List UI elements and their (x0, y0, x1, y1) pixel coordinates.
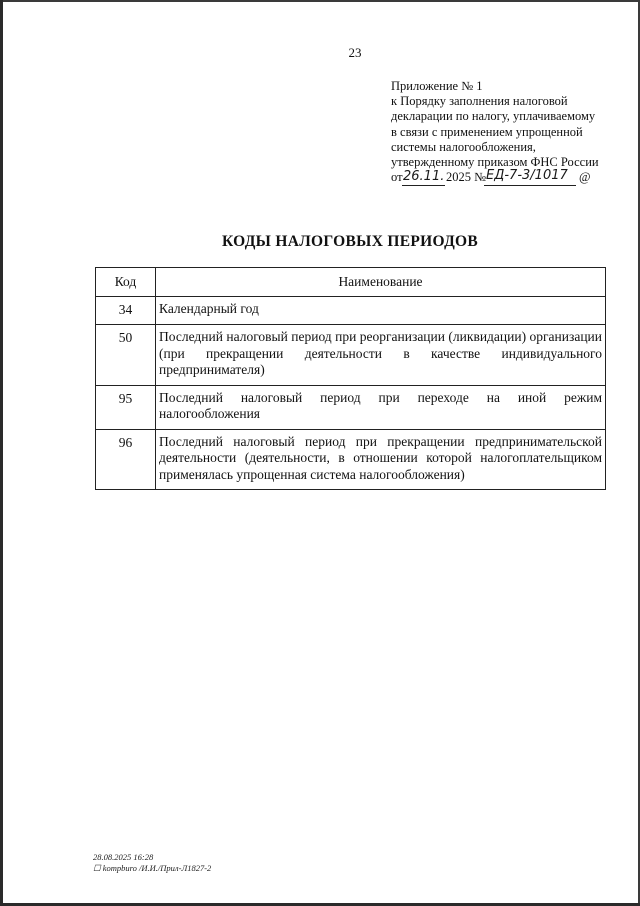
header-code: Код (96, 268, 156, 297)
handwritten-date: 26.11. (403, 169, 445, 185)
page-number: 23 (348, 45, 362, 60)
appendix-line: к Порядку заполнения налоговой (391, 94, 568, 109)
code-cell: 34 (96, 297, 156, 325)
page-border-top (0, 0, 640, 2)
name-cell: Последний налоговый период при переходе на иной режим налогообложения (156, 385, 606, 429)
table-row (96, 429, 606, 490)
table-row (96, 325, 606, 386)
name-cell: Последний налоговый период при прекращении предпринимательской деятельности (деятельности, в отношении которой налогоплательщиком применялась упрощенная система налогообложения) (156, 429, 606, 490)
approval-line (391, 170, 616, 187)
approval-suffix: @ (579, 170, 591, 185)
footer-timestamp: 28.08.2025 16:28 (93, 852, 154, 862)
document-footer (93, 852, 211, 874)
footer-checkbox-icon: ☐ (93, 863, 103, 873)
footer-file-path: kompburo /И.И./Прил-Л1827-2 (102, 863, 212, 873)
tax-period-codes-table (95, 267, 606, 490)
code-cell: 95 (96, 385, 156, 429)
handwritten-order-number: ЕД-7-3/1017 (486, 168, 568, 184)
table-header-row (96, 268, 606, 297)
appendix-header (391, 79, 616, 187)
number-underline (484, 185, 576, 186)
approval-year-number: 2025 № (446, 170, 487, 185)
document-title: КОДЫ НАЛОГОВЫХ ПЕРИОДОВ (221, 233, 479, 250)
code-cell: 96 (96, 429, 156, 490)
appendix-line: системы налогообложения, (391, 139, 536, 154)
header-name: Наименование (156, 268, 606, 297)
name-cell: Последний налоговый период при реорганизации (ликвидации) организации (при прекращении деятельности в качестве индивидуального предпринимателя) (156, 325, 606, 386)
name-cell: Календарный год (156, 297, 606, 325)
appendix-line: декларации по налогу, уплачиваемому (391, 109, 596, 124)
appendix-line: Приложение № 1 (391, 79, 483, 93)
appendix-line: в связи с применением упрощенной (391, 124, 583, 139)
approval-prefix: от (391, 170, 403, 185)
code-cell: 50 (96, 325, 156, 386)
appendix-line: утвержденному приказом ФНС России (391, 155, 599, 170)
table-row (96, 385, 606, 429)
table-row (96, 297, 606, 325)
page-border-left (0, 0, 3, 906)
date-underline (402, 185, 445, 186)
